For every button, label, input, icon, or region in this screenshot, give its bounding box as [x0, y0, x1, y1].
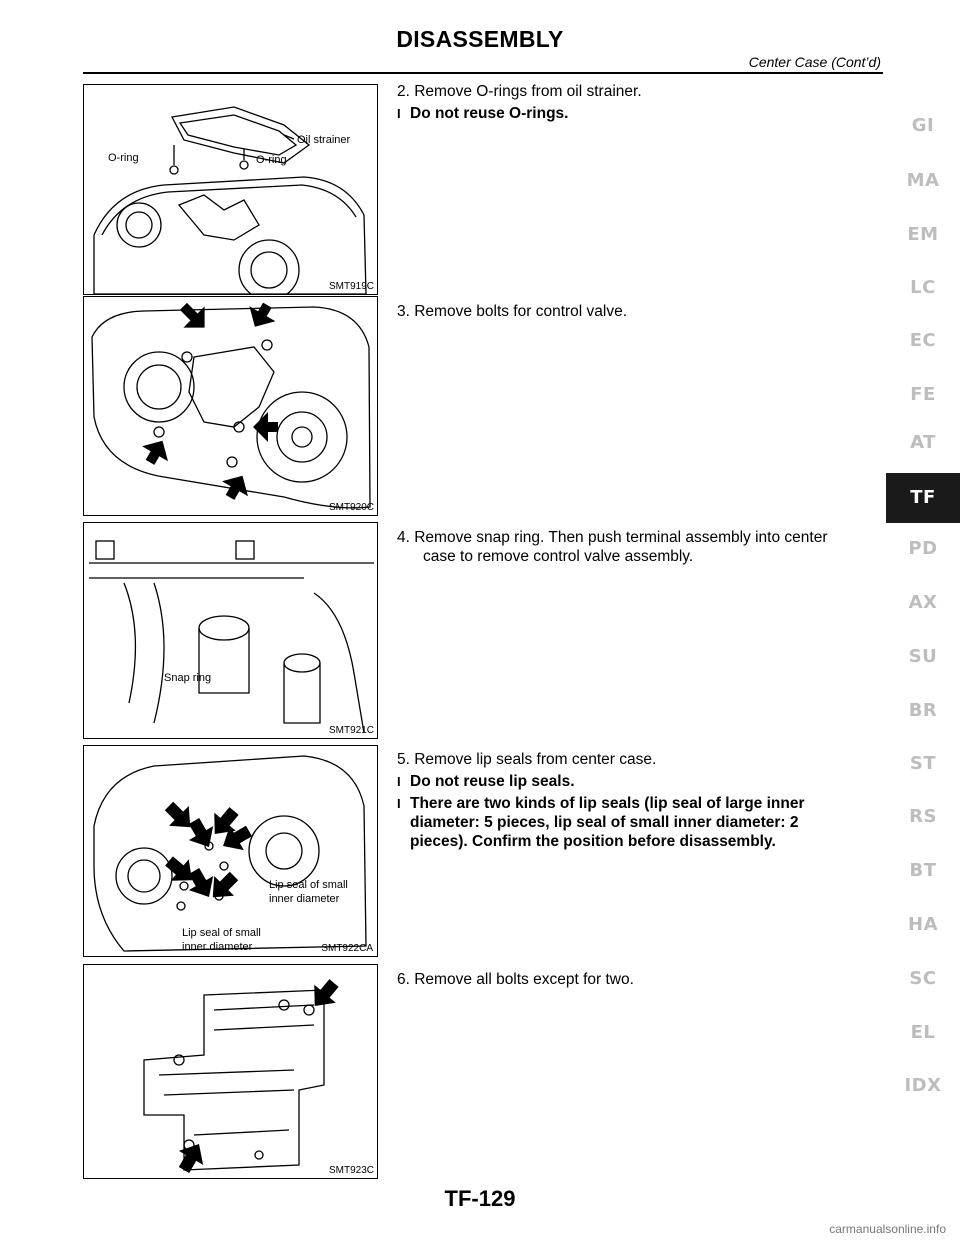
page-title: DISASSEMBLY: [396, 26, 564, 52]
oil-strainer-illustration: [84, 85, 377, 294]
section-subtitle: Center Case (Cont’d): [748, 54, 881, 70]
tab-gi[interactable]: GI: [911, 115, 935, 136]
step-text-continued: case to remove control valve assembly.: [423, 548, 694, 565]
tab-su[interactable]: SU: [908, 646, 938, 667]
tab-pd[interactable]: PD: [908, 538, 938, 559]
figure-label: Snap ring: [164, 672, 212, 684]
step-5: [397, 750, 880, 851]
bullet-mark: I: [397, 796, 401, 811]
figure-control-valve-assembly: [83, 964, 378, 1179]
figure-control-valve-bolts: [83, 296, 378, 516]
control-valve-illustration: [84, 297, 377, 515]
bullet-mark: I: [397, 106, 401, 121]
bullet-text-block: [410, 794, 805, 851]
tab-ha[interactable]: HA: [908, 914, 938, 935]
bullet-text: Do not reuse O-rings.: [410, 105, 569, 122]
tab-fe[interactable]: FE: [910, 384, 936, 405]
bullet-text: Do not reuse lip seals.: [410, 773, 575, 790]
tab-st[interactable]: ST: [909, 753, 937, 774]
tab-ma[interactable]: MA: [906, 170, 940, 191]
bullet-text: There are two kinds of lip seals (lip seal of large inner: [410, 795, 805, 812]
figure-caption: SMT922CA: [321, 943, 373, 954]
figure-caption: SMT919C: [328, 281, 374, 292]
tab-br[interactable]: BR: [908, 700, 938, 721]
figure-label: Oil strainer: [297, 134, 351, 146]
figure-caption: SMT921C: [328, 725, 374, 736]
header-rule: [83, 72, 883, 74]
bullet-text: pieces). Confirm the position before disassembly.: [410, 833, 776, 850]
tab-sc[interactable]: SC: [909, 968, 937, 989]
tab-bt[interactable]: BT: [909, 860, 937, 881]
step-2: [397, 82, 880, 123]
figure-label: Lip seal of small: [269, 879, 348, 891]
bullet-text: diameter: 5 pieces, lip seal of small inner diameter: 2: [410, 814, 799, 831]
figure-caption: SMT920C: [328, 502, 374, 513]
step-text: 3. Remove bolts for control valve.: [397, 303, 628, 320]
figure-label: inner diameter: [269, 893, 340, 905]
figure-label: O-ring: [108, 152, 139, 164]
tab-ec[interactable]: EC: [909, 330, 937, 351]
figure-label: inner diameter: [182, 941, 253, 953]
tab-lc[interactable]: LC: [910, 277, 936, 298]
tab-tf[interactable]: TF: [886, 473, 960, 523]
figure-label: Lip seal of small: [182, 927, 261, 939]
step-6: [397, 970, 880, 989]
step-text: 5. Remove lip seals from center case.: [397, 751, 657, 768]
bullet: [397, 794, 880, 851]
bullet: [397, 772, 880, 791]
lip-seal-illustration: [84, 746, 377, 956]
figure-label: O-ring: [256, 154, 287, 166]
tab-at[interactable]: AT: [910, 432, 936, 453]
tab-ax[interactable]: AX: [908, 592, 938, 613]
page-number: TF-129: [444, 1186, 516, 1211]
valve-body-illustration: [84, 965, 377, 1178]
figure-lip-seals: [83, 745, 378, 957]
tab-em[interactable]: EM: [907, 224, 939, 245]
figure-snap-ring: [83, 522, 378, 739]
step-3: [397, 302, 880, 321]
step-text: 2. Remove O-rings from oil strainer.: [397, 83, 642, 100]
step-text: 4. Remove snap ring. Then push terminal assembly into center: [397, 529, 828, 546]
bullet-mark: I: [397, 774, 401, 789]
step-text: 6. Remove all bolts except for two.: [397, 971, 634, 988]
figure-oil-strainer: [83, 84, 378, 295]
snap-ring-illustration: [84, 523, 377, 738]
bullet: [397, 104, 880, 123]
tab-el[interactable]: EL: [910, 1022, 936, 1043]
watermark: carmanualsonline.info: [829, 1222, 946, 1236]
figure-caption: SMT923C: [328, 1165, 374, 1176]
step-4: [397, 528, 880, 566]
tab-rs[interactable]: RS: [909, 806, 937, 827]
tab-idx[interactable]: IDX: [904, 1075, 942, 1096]
